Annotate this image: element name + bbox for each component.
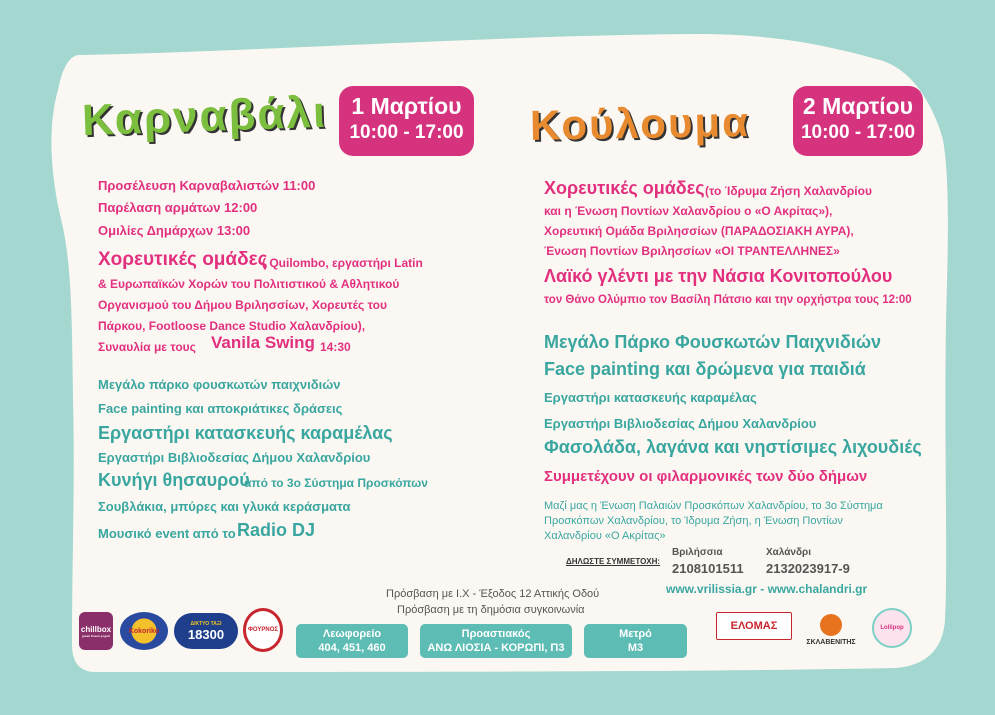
left-date: 1 Μαρτίου xyxy=(351,93,462,119)
left-item-treasure-hunt: Κυνήγι θησαυρού xyxy=(98,470,250,490)
lollipop-logo: Lollipop xyxy=(872,608,912,648)
right-with-2: Προσκόπων Χαλανδρίου, το Ίδρυμα Ζήση, η Ένωση Ποντίων xyxy=(544,515,843,527)
left-item-speeches: Ομιλίες Δημάρχων 13:00 xyxy=(98,223,251,238)
access-car: Πρόσβαση με Ι.Χ - Έξοδος 12 Αττικής Οδού xyxy=(386,588,600,600)
access-public: Πρόσβαση με τη δημόσια συγκοινωνία xyxy=(397,604,585,616)
rsvp-phone-chalandri[interactable]: 2132023917-9 xyxy=(766,561,850,576)
chillbox-logo: chillbox greek frozen yogurt xyxy=(79,612,113,650)
bus-title: Λεωφορείο xyxy=(322,628,382,640)
right-date-box xyxy=(793,86,923,156)
sklavenitis-mark-icon xyxy=(820,614,842,636)
taxi-logo: ΔΙΚΤΥΟ ΤΑΞΙ 18300 xyxy=(174,613,238,649)
bus-lines: 404, 451, 460 xyxy=(318,642,386,654)
right-title: Κούλουμα xyxy=(529,98,751,149)
left-item-food: Σουβλάκια, μπύρες και γλυκά κεράσματα xyxy=(98,499,351,514)
rsvp-city-vrilissia: Βριλήσσια xyxy=(672,547,723,558)
rsvp-city-chalandri: Χαλάνδρι xyxy=(766,547,811,558)
right-item-dance-detail-1: (το Ίδρυμα Ζήση Χαλανδρίου xyxy=(705,184,872,198)
left-item-dance-detail-2: & Ευρωπαϊκών Χορών του Πολιτιστικού & Αθλητικού xyxy=(98,277,400,291)
fournos-logo: ΦΟΥΡΝΟΣ xyxy=(243,608,283,652)
sklavenitis-logo: ΣΚΛΑΒΕΝΙΤΗΣ xyxy=(802,606,860,654)
left-date-box xyxy=(339,86,474,156)
rsvp-label: ΔΗΛΩΣΤΕ ΣΥΜΜΕΤΟΧΗ: xyxy=(566,557,661,566)
elomas-logo: ΕΛΟΜΑΣ xyxy=(716,612,792,640)
right-item-feast: Λαϊκό γλέντι με την Νάσια Κονιτοπούλου xyxy=(544,266,893,286)
rail-title: Προαστιακός xyxy=(461,628,531,640)
left-item-dance-detail-4: Πάρκου, Footloose Dance Studio Χαλανδρίου), xyxy=(98,319,366,333)
left-item-music-dj: Radio DJ xyxy=(237,520,316,540)
right-item-face-painting: Face painting και δρώμενα για παιδιά xyxy=(544,359,866,379)
right-item-feast-detail: τον Θάνο Ολύμπιο τον Βασίλη Πάτσιο και την ορχήστρα τους 12:00 xyxy=(544,294,912,306)
right-with-3: Χαλανδρίου «Ο Ακρίτας» xyxy=(544,530,666,542)
left-item-parade: Παρέλαση αρμάτων 12:00 xyxy=(98,200,258,215)
left-item-dance-detail-1: ( Quilombo, εργαστήρι Latin xyxy=(262,256,423,270)
right-item-dance-groups: Χορευτικές ομάδες xyxy=(544,178,705,198)
right-item-dance-detail-3: Χορευτική Ομάδα Βριλησσίων (ΠΑΡΑΔΟΣΙΑΚΗ ΑΥΡΑ), xyxy=(544,224,854,238)
websites-link[interactable]: www.vrilissia.gr - www.chalandri.gr xyxy=(666,582,868,596)
metro-line: Μ3 xyxy=(627,642,644,654)
left-item-inflatables: Μεγάλο πάρκο φουσκωτών παιχνιδιών xyxy=(98,377,341,392)
left-item-arrival: Προσέλευση Καρναβαλιστών 11:00 xyxy=(98,178,316,193)
right-item-dance-detail-4: Ένωση Ποντίων Βριλησσίων «ΟΙ ΤΡΑΝΤΕΛΛΗΝΕΣ» xyxy=(544,244,840,258)
left-item-bookbinding: Εργαστήρι Βιβλιοδεσίας Δήμου Χαλανδρίου xyxy=(98,450,371,465)
right-item-food: Φασολάδα, λαγάνα και νηστίσιμες λιχουδιές xyxy=(544,437,922,457)
bus-box xyxy=(296,624,408,658)
rail-box xyxy=(420,624,572,658)
right-item-bands: Συμμετέχουν οι φιλαρμονικές των δύο δήμων xyxy=(544,468,868,485)
left-time: 10:00 - 17:00 xyxy=(349,122,464,143)
metro-box xyxy=(584,624,687,658)
left-item-music-label: Μουσικό event από το xyxy=(98,526,236,541)
left-item-face-painting: Face painting και αποκριάτικες δράσεις xyxy=(98,401,343,416)
right-item-inflatables: Μεγάλο Πάρκο Φουσκωτών Παιχνιδιών xyxy=(544,332,882,352)
left-item-dance-detail-3: Οργανισμού του Δήμου Βριλησσίων, Χορευτές του xyxy=(98,298,387,312)
right-time: 10:00 - 17:00 xyxy=(800,122,916,143)
right-item-bookbinding: Εργαστήρι Βιβλιοδεσίας Δήμου Χαλανδρίου xyxy=(544,416,817,431)
left-item-concert-band: Vanila Swing xyxy=(211,333,315,352)
left-item-candy-workshop: Εργαστήρι κατασκευής καραμέλας xyxy=(98,423,393,443)
rail-line: ΑΝΩ ΛΙΟΣΙΑ - ΚΟΡΩΠΙ, Π3 xyxy=(427,642,565,654)
left-item-treasure-hunt-detail: από το 3ο Σύστημα Προσκόπων xyxy=(244,476,428,490)
metro-title: Μετρό xyxy=(619,628,652,640)
right-date: 2 Μαρτίου xyxy=(802,93,914,119)
left-item-dance-groups: Χορευτικές ομάδες xyxy=(98,249,268,270)
kokoriko-logo: Kokoriko xyxy=(120,612,168,650)
left-item-concert-label: Συναυλία με τους xyxy=(98,340,196,354)
right-with-1: Μαζί μας η Ένωση Παλαιών Προσκόπων Χαλανδρίου, το 3ο Σύστημα xyxy=(544,500,883,512)
left-item-concert-time: 14:30 xyxy=(320,340,351,354)
left-title: Καρναβάλι xyxy=(81,87,328,146)
right-item-candy-workshop: Εργαστήρι κατασκευής καραμέλας xyxy=(544,390,757,405)
rsvp-phone-vrilissia[interactable]: 2108101511 xyxy=(672,561,744,576)
right-item-dance-detail-2: και η Ένωση Ποντίων Χαλανδρίου ο «Ο Ακρίτας»), xyxy=(544,204,833,218)
